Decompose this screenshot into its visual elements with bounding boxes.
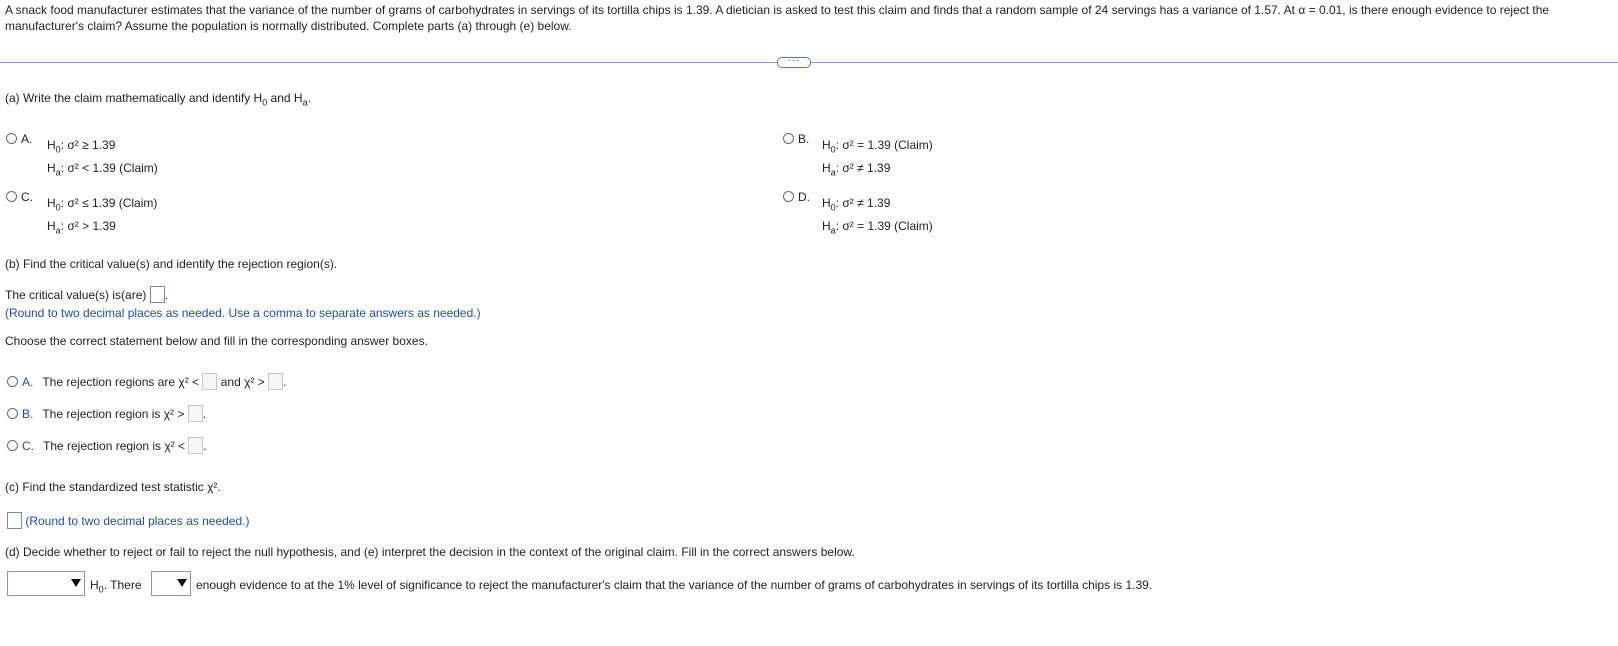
critical-value-row: The critical value(s) is(are) . (5, 288, 169, 302)
more-button[interactable]: ··· (777, 57, 811, 68)
rejection-option-a[interactable] (7, 373, 286, 390)
option-d-h0: $H_0$: σ² ≠ 1.39 (822, 196, 891, 213)
option-a-ha: $H_a$: σ² < 1.39 (Claim) (47, 161, 158, 178)
part-c-prompt: (c) Find the standardized test statistic χ². (5, 480, 221, 494)
option-b-ha-text: σ² ≠ 1.39 (842, 161, 891, 175)
chevron-down-icon (71, 579, 81, 587)
part-a-prompt-text: (a) Write the claim mathematically and identify H (5, 91, 263, 105)
divider-left (0, 62, 777, 63)
rejection-c-text: The rejection region is χ² < (43, 439, 186, 453)
critical-value-hint: (Round to two decimal places as needed. Use a comma to separate answers as needed.) (5, 306, 481, 320)
test-statistic-hint: (Round to two decimal places as needed.) (25, 514, 250, 528)
rejection-a-text1: The rejection regions are χ² < (42, 375, 200, 389)
rejection-radio-b[interactable] (7, 408, 18, 419)
option-d-ha: $H_a$: σ² = 1.39 (Claim) (822, 219, 933, 236)
h0-subscript: 0 (262, 97, 268, 108)
rejection-b-text: The rejection region is χ² > (42, 407, 185, 421)
part-a-option-c[interactable] (6, 190, 42, 204)
option-letter: D. (798, 190, 810, 204)
decision-select[interactable] (7, 571, 85, 596)
part-a-option-b[interactable] (783, 132, 818, 146)
radio-a[interactable] (6, 133, 17, 144)
rejection-a-lower-input[interactable] (202, 373, 217, 390)
option-b-ha: $H_a$: σ² ≠ 1.39 (822, 161, 891, 178)
part-a-option-d[interactable] (783, 190, 819, 204)
option-b-h0: $H_0$: σ² = 1.39 (Claim) (822, 138, 933, 155)
radio-d[interactable] (783, 191, 794, 202)
option-c-h0-text: σ² ≤ 1.39 (Claim) (67, 196, 158, 210)
option-letter: A. (22, 375, 34, 389)
choose-statement: Choose the correct statement below and fill in the corresponding answer boxes. (5, 334, 428, 348)
rejection-c-input[interactable] (188, 437, 203, 454)
period: . (283, 375, 287, 389)
radio-c[interactable] (6, 191, 17, 202)
radio-b[interactable] (783, 133, 794, 144)
test-statistic-input[interactable] (7, 512, 22, 529)
rejection-option-b[interactable] (7, 405, 206, 422)
part-b-prompt: (b) Find the critical value(s) and identify the rejection region(s). (5, 257, 338, 271)
critical-value-input[interactable] (150, 286, 165, 303)
part-a-prompt (5, 91, 311, 107)
h0-sub: 0 (98, 584, 104, 595)
rejection-b-input[interactable] (188, 405, 203, 422)
part-d-prompt: (d) Decide whether to reject or fail to reject the null hypothesis, and (e) interpret the decision in the context of the original claim. Fill in the correct answers below. (5, 545, 855, 559)
period: . (202, 407, 207, 421)
option-letter: B. (798, 132, 810, 146)
rejection-radio-c[interactable] (7, 440, 18, 451)
option-letter: A. (21, 132, 33, 146)
option-d-h0-text: σ² ≠ 1.39 (842, 196, 891, 210)
part-a-prompt-mid: and H (267, 91, 303, 105)
h0-there-text (90, 578, 142, 594)
option-letter: C. (22, 439, 34, 453)
conclusion-text: enough evidence to at the 1% level of significance to reject the manufacturer's claim that the variance of the number of grams of carbohydrates in servings of its tortilla chips is 1.39. (196, 578, 1153, 592)
critical-value-label: The critical value(s) is(are) (5, 288, 147, 302)
option-a-ha-text: σ² < 1.39 (Claim) (67, 161, 158, 175)
chevron-down-icon (177, 579, 187, 587)
option-c-h0: $H_0$: σ² ≤ 1.39 (Claim) (47, 196, 158, 213)
ha-subscript: a (302, 97, 308, 108)
rejection-option-c[interactable] (7, 437, 207, 454)
period: . (203, 439, 207, 453)
option-a-h0-text: σ² ≥ 1.39 (67, 138, 116, 152)
evidence-select[interactable] (151, 571, 191, 596)
problem-statement: A snack food manufacturer estimates that the variance of the number of grams of carbohydrates in servings of its tortilla chips is 1.39. A dietician is asked to test this claim and finds that a random sample of 24 servings has a variance of 1.57. At α = 0.01, is there enough evidence to reject the manufacturer's claim? Assume the population is normally distributed. Complete parts (a) through (e) below. (5, 3, 1550, 33)
option-c-ha: $H_a$: σ² > 1.39 (47, 219, 116, 236)
rejection-radio-a[interactable] (7, 376, 18, 387)
there-label: . There (103, 578, 142, 592)
option-c-ha-text: σ² > 1.39 (67, 219, 116, 233)
divider-right (811, 62, 1618, 63)
option-letter: B. (22, 407, 34, 421)
option-d-ha-text: σ² = 1.39 (Claim) (842, 219, 933, 233)
part-a-prompt-end: . (307, 91, 311, 105)
rejection-a-text2: and χ² > (220, 375, 265, 389)
test-statistic-row (7, 512, 249, 529)
option-a-h0: $H_0$: σ² ≥ 1.39 (47, 138, 116, 155)
part-a-option-a[interactable] (6, 132, 41, 146)
rejection-a-upper-input[interactable] (268, 373, 283, 390)
h0-label: H (90, 578, 99, 592)
option-b-h0-text: σ² = 1.39 (Claim) (842, 138, 933, 152)
option-letter: C. (21, 190, 33, 204)
